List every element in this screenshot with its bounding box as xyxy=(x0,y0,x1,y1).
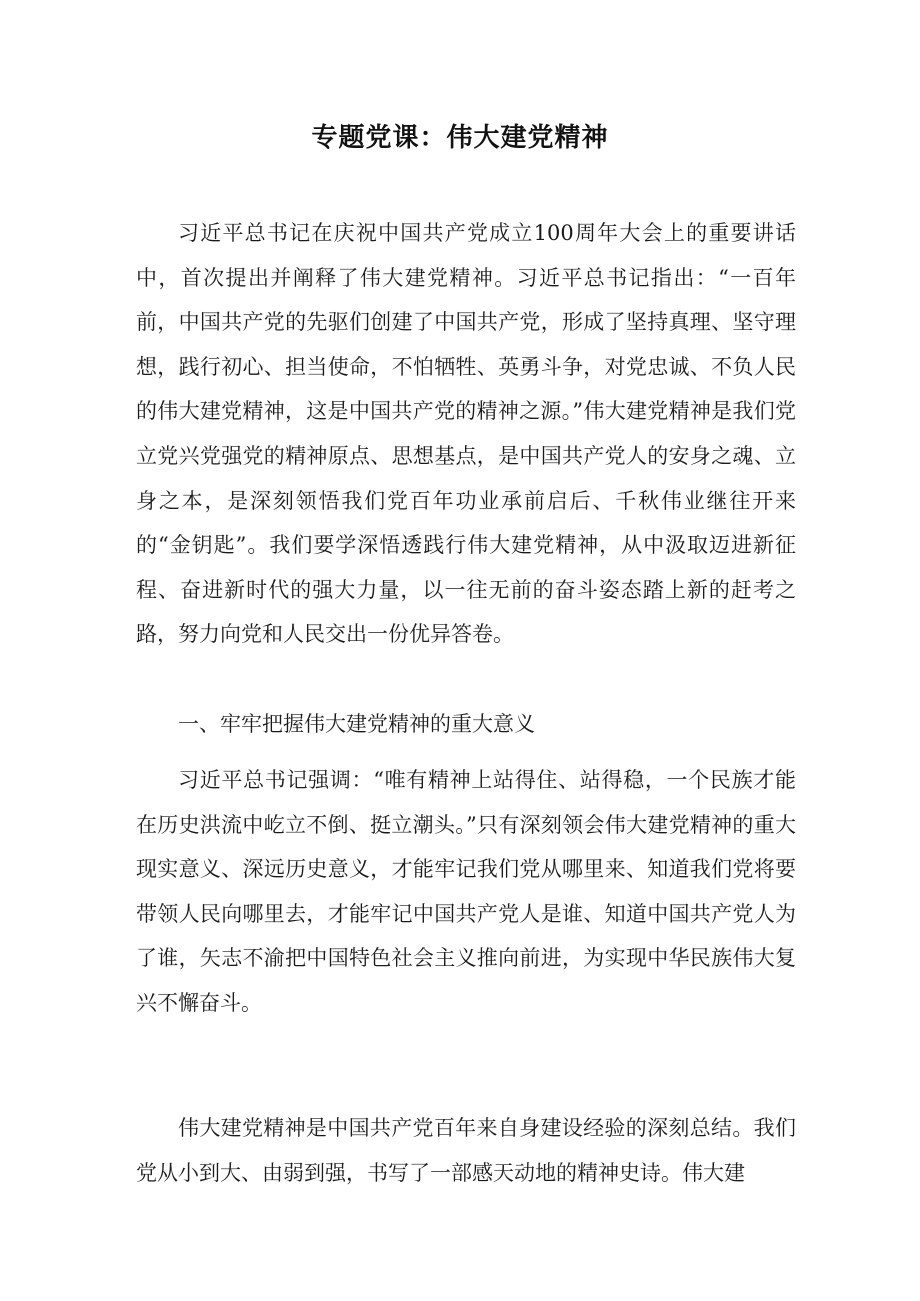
section-1-paragraph-2: 伟大建党精神是中国共产党百年来自身建设经验的深刻总结。我们党从小到大、由弱到强，书写了一部感天动地的精神史诗。伟大建 xyxy=(136,1116,796,1185)
section-1-paragraph-1: 习近平总书记强调：“唯有精神上站得住、站得稳，一个民族才能在历史洪流中屹立不倒、挺立潮头。”只有深刻领会伟大建党精神的重大现实意义、深远历史意义，才能牢记我们党从哪里来、知道我们党将要带领人民向哪里去，才能牢记中国共产党人是谁、知道中国共产党人为了谁，矢志不渝把中国特色社会主义推向前进，为实现中华民族伟大复兴不懈奋斗。 xyxy=(136,768,796,1015)
section-heading-1: 一、牢牢把握伟大建党精神的重大意义 xyxy=(178,712,535,736)
intro-paragraph: 习近平总书记在庆祝中国共产党成立100周年大会上的重要讲话中，首次提出并阐释了伟大建党精神。习近平总书记指出：“一百年前，中国共产党的先驱们创建了中国共产党，形成了坚持真理、坚守理想，践行初心、担当使命，不怕牺牲、英勇斗争，对党忠诚、不负人民的伟大建党精神，这是中国共产党的精神之源。”伟大建党精神是我们党立党兴党强党的精神原点、思想基点，是中国共产党人的安身之魂、立身之本，是深刻领悟我们党百年功业承前启后、千秋伟业继往开来的“金钥匙”。我们要学深悟透践行伟大建党精神，从中汲取迈进新征程、奋进新时代的强大力量，以一往无前的奋斗姿态踏上新的赶考之路，努力向党和人民交出一份优异答卷。 xyxy=(136,221,796,647)
document-title: 专题党课：伟大建党精神 xyxy=(311,123,609,153)
